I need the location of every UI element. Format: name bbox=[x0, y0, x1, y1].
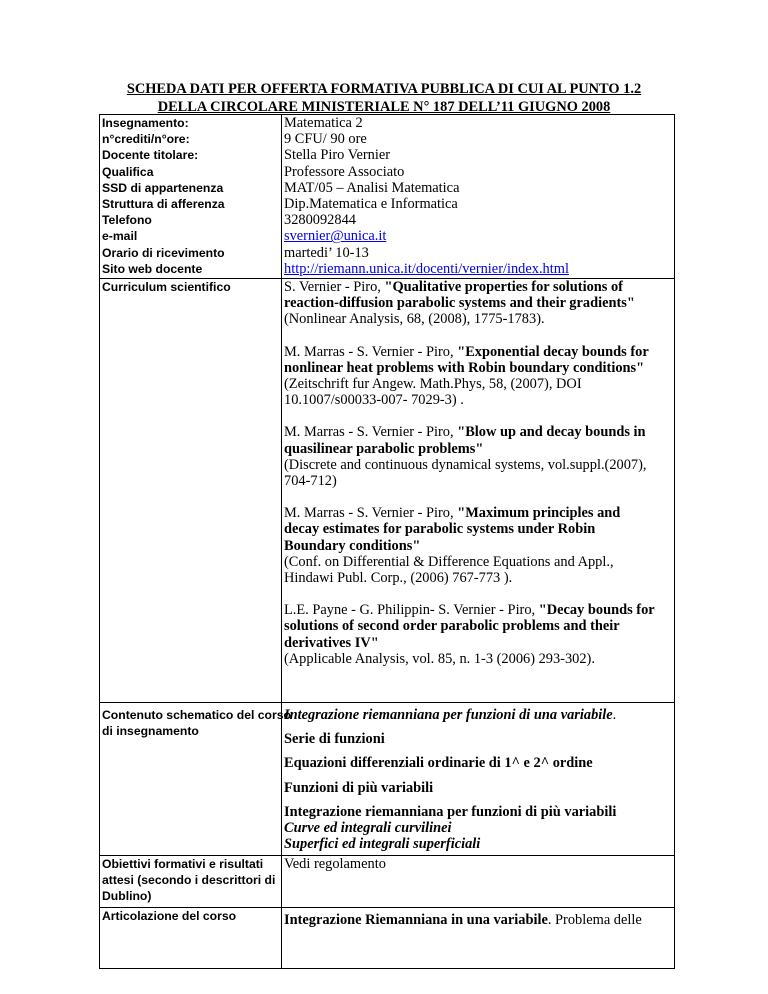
content-item: Integrazione riemanniana per funzioni di una variabile bbox=[284, 707, 613, 723]
label-obiettivi: Obiettivi formativi e risultati bbox=[102, 857, 264, 871]
label-docente: Docente titolare: bbox=[102, 148, 199, 163]
pub-title: "Decay bounds for bbox=[538, 602, 655, 619]
articolazione-heading: Integrazione Riemanniana in una variabile bbox=[284, 912, 548, 928]
title-line-2: DELLA CIRCOLARE MINISTERIALE N° 187 DELL’11 GIUGNO 2008 bbox=[157, 99, 611, 115]
publication-2 bbox=[284, 344, 672, 409]
label-telefono: Telefono bbox=[102, 213, 152, 228]
label-contenuto: di insegnamento bbox=[102, 724, 199, 739]
value-telefono: 3280092844 bbox=[284, 212, 356, 229]
publication-4 bbox=[284, 505, 672, 586]
pub-reference: (Zeitschrift fur Angew. Math.Phys, 58, (2007), DOI bbox=[284, 376, 582, 393]
pub-reference: (Discrete and continuous dynamical systems, vol.suppl.(2007), bbox=[284, 456, 647, 473]
email-link[interactable]: svernier@unica.it bbox=[284, 228, 387, 245]
pub-title: decay estimates for parabolic systems under Robin bbox=[284, 521, 596, 538]
pub-title: Boundary conditions" bbox=[284, 537, 421, 554]
pub-title: reaction-diffusion parabolic systems and their gradients" bbox=[284, 295, 635, 312]
label-struttura: Struttura di afferenza bbox=[102, 197, 225, 212]
content-item-dot: . bbox=[612, 707, 617, 723]
info-labels-cell bbox=[100, 115, 282, 279]
label-contenuto: Contenuto schematico del corso bbox=[102, 708, 291, 722]
articolazione-value-cell bbox=[282, 908, 675, 969]
contenuto-label-cell bbox=[100, 703, 291, 856]
pub-reference: (Nonlinear Analysis, 68, (2008), 1775-1783). bbox=[284, 311, 545, 328]
obiettivi-row bbox=[100, 856, 675, 908]
value-docente: Stella Piro Vernier bbox=[284, 147, 391, 164]
pub-authors: S. Vernier - Piro, bbox=[284, 279, 385, 295]
pub-reference: Hindawi Publ. Corp., (2006) 767-773 ). bbox=[284, 570, 513, 587]
content-item: Superfici ed integrali superficiali bbox=[284, 836, 481, 853]
contenuto-row bbox=[100, 703, 675, 856]
value-obiettivi: Vedi regolamento bbox=[284, 856, 386, 872]
curriculum-label-cell bbox=[100, 279, 282, 703]
label-insegnamento: Insegnamento: bbox=[102, 116, 189, 130]
label-obiettivi: attesi (secondo i descrittori di bbox=[102, 873, 276, 888]
obiettivi-label-cell bbox=[100, 856, 282, 908]
obiettivi-value-cell bbox=[282, 856, 675, 908]
publication-3 bbox=[284, 424, 672, 489]
label-sito: Sito web docente bbox=[102, 261, 203, 276]
label-curriculum: Curriculum scientifico bbox=[102, 280, 231, 294]
title-line-1: SCHEDA DATI PER OFFERTA FORMATIVA PUBBLICA DI CUI AL PUNTO 1.2 bbox=[126, 81, 642, 97]
publication-5 bbox=[284, 602, 672, 667]
pub-title: solutions of second order parabolic problems and their bbox=[284, 618, 620, 635]
pub-title: nonlinear heat problems with Robin boundary conditions" bbox=[284, 359, 645, 376]
pub-authors: M. Marras - S. Vernier - Piro, bbox=[284, 343, 458, 360]
articolazione-label-cell bbox=[100, 908, 282, 969]
label-crediti: n°crediti/n°ore: bbox=[102, 132, 190, 147]
pub-title: derivatives IV" bbox=[284, 634, 379, 651]
website-link[interactable]: http://riemann.unica.it/docenti/vernier/index.html bbox=[284, 260, 569, 277]
pub-authors: M. Marras - S. Vernier - Piro, bbox=[284, 505, 458, 522]
pub-title: "Qualitative properties for solutions of bbox=[384, 279, 623, 295]
value-struttura: Dip.Matematica e Informatica bbox=[284, 196, 458, 213]
pub-reference: (Applicable Analysis, vol. 85, n. 1-3 (2006) 293-302). bbox=[284, 650, 595, 667]
content-item: Equazioni differenziali ordinarie di 1^ e 2^ ordine bbox=[284, 755, 593, 772]
pub-reference: 704-712) bbox=[284, 473, 337, 490]
content-item: Serie di funzioni bbox=[284, 731, 385, 748]
pub-title: "Blow up and decay bounds in bbox=[457, 424, 646, 441]
contenuto-value-cell bbox=[282, 703, 675, 856]
info-row bbox=[100, 115, 675, 279]
label-obiettivi: Dublino) bbox=[102, 889, 152, 904]
value-qualifica: Professore Associato bbox=[284, 163, 405, 180]
pub-reference: 10.1007/s00033-007- 7029-3) . bbox=[284, 392, 464, 409]
label-articolazione: Articolazione del corso bbox=[102, 909, 237, 923]
curriculum-value-cell bbox=[282, 279, 675, 703]
pub-title: quasilinear parabolic problems" bbox=[284, 440, 484, 457]
content-item: Curve ed integrali curvilinei bbox=[284, 820, 452, 837]
articolazione-row bbox=[100, 908, 675, 969]
document-title bbox=[90, 80, 678, 116]
course-data-table bbox=[99, 114, 675, 969]
value-ssd: MAT/05 – Analisi Matematica bbox=[284, 179, 460, 196]
value-orario: martedi’ 10-13 bbox=[284, 244, 369, 261]
content-item: Funzioni di più variabili bbox=[284, 779, 434, 796]
pub-authors: L.E. Payne - G. Philippin- S. Vernier - Piro, bbox=[284, 602, 539, 619]
publication-1 bbox=[284, 279, 672, 328]
label-ssd: SSD di appartenenza bbox=[102, 180, 224, 195]
pub-authors: M. Marras - S. Vernier - Piro, bbox=[284, 424, 458, 441]
curriculum-row bbox=[100, 279, 675, 703]
value-insegnamento: Matematica 2 bbox=[284, 115, 363, 131]
info-values-cell bbox=[282, 115, 675, 279]
label-email: e-mail bbox=[102, 229, 138, 244]
pub-title: "Maximum principles and bbox=[457, 505, 621, 522]
pub-title: "Exponential decay bounds for bbox=[457, 343, 649, 360]
label-qualifica: Qualifica bbox=[102, 164, 154, 179]
content-item: Integrazione riemanniana per funzioni di più variabili bbox=[284, 803, 617, 820]
pub-reference: (Conf. on Differential & Difference Equations and Appl., bbox=[284, 553, 614, 570]
label-orario: Orario di ricevimento bbox=[102, 245, 225, 260]
value-crediti: 9 CFU/ 90 ore bbox=[284, 131, 367, 148]
articolazione-text: . Problema delle bbox=[547, 912, 642, 928]
